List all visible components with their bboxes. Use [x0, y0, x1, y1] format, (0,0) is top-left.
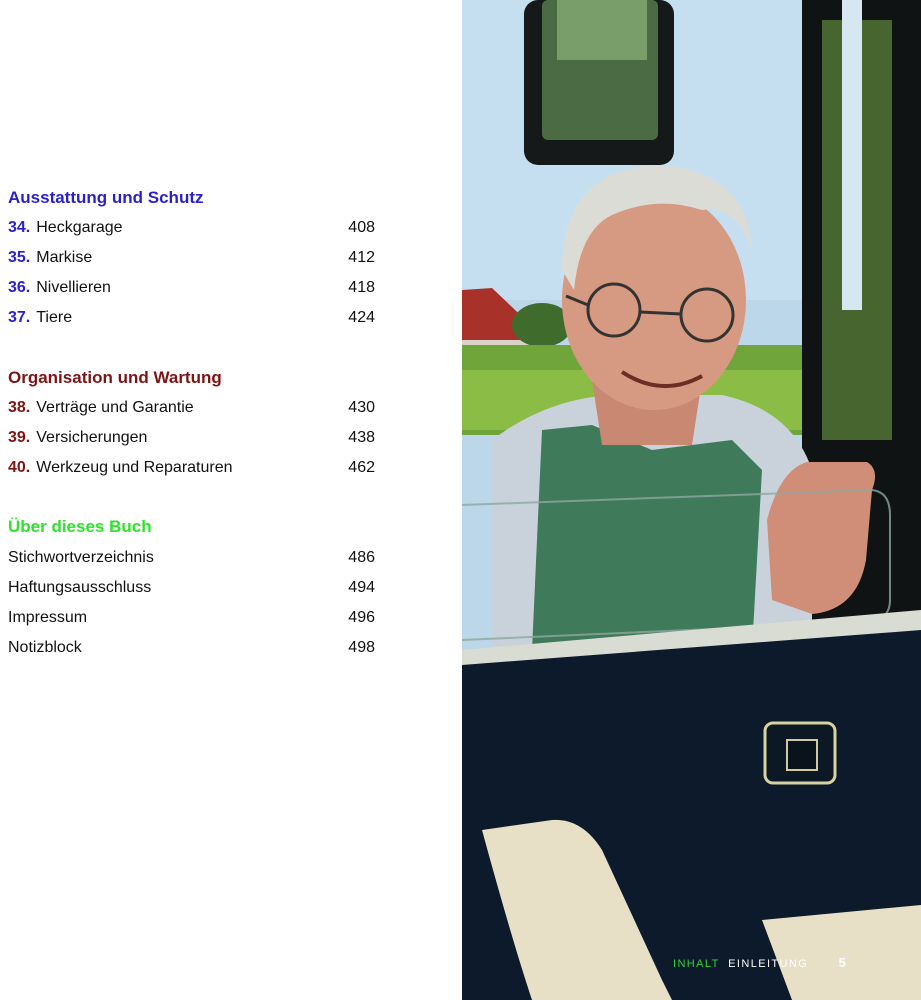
photo-man-in-camper-window: [462, 0, 921, 1000]
page-footer: [673, 955, 846, 970]
entry-number: 35.: [8, 249, 31, 266]
toc-entry[interactable]: [8, 399, 375, 421]
toc-entry[interactable]: [8, 219, 375, 241]
section-heading-ueber-dieses-buch: Über dieses Buch: [8, 517, 152, 536]
entry-page: 486: [348, 549, 375, 566]
toc-entry[interactable]: [8, 639, 375, 661]
section-heading-organisation: Organisation und Wartung: [8, 368, 222, 387]
entry-number: 34.: [8, 219, 31, 236]
entry-page: 494: [348, 579, 375, 596]
entry-page: 438: [348, 429, 375, 446]
entry-title: Heckgarage: [36, 219, 123, 236]
footer-section: INHALT: [673, 958, 720, 970]
entry-number: 40.: [8, 459, 31, 476]
footer-chapter: EINLEITUNG: [728, 958, 809, 970]
entry-page: 408: [348, 219, 375, 236]
entry-title: Nivellieren: [36, 279, 111, 296]
entry-title: Markise: [36, 249, 93, 266]
entry-number: 36.: [8, 279, 31, 296]
entry-title: Tiere: [36, 309, 73, 326]
section-heading-ausstattung: Ausstattung und Schutz: [8, 188, 204, 207]
entry-title: Verträge und Garantie: [36, 399, 194, 416]
toc-entry[interactable]: [8, 309, 375, 331]
entry-title: Haftungsausschluss: [8, 579, 152, 596]
entry-page: 430: [348, 399, 375, 416]
toc-entry[interactable]: [8, 249, 375, 271]
entry-title: Impressum: [8, 609, 88, 626]
entry-title: Notizblock: [8, 639, 82, 656]
toc-entry[interactable]: [8, 279, 375, 301]
toc-entry[interactable]: [8, 579, 375, 601]
toc-entry[interactable]: [8, 459, 375, 481]
entry-title: Stichwortverzeichnis: [8, 549, 154, 566]
entry-page: 496: [348, 609, 375, 626]
entry-page: 424: [348, 309, 375, 326]
entry-page: 412: [348, 249, 375, 266]
entry-number: 38.: [8, 399, 31, 416]
entry-title: Versicherungen: [36, 429, 148, 446]
page-number: 5: [838, 955, 846, 970]
entry-page: 462: [348, 459, 375, 476]
entry-page: 498: [348, 639, 375, 656]
entry-number: 39.: [8, 429, 31, 446]
toc-entry[interactable]: [8, 429, 375, 451]
toc-entry[interactable]: [8, 609, 375, 631]
toc-entry[interactable]: [8, 549, 375, 571]
entry-page: 418: [348, 279, 375, 296]
entry-number: 37.: [8, 309, 31, 326]
entry-title: Werkzeug und Reparaturen: [36, 459, 233, 476]
photo-illustration: [462, 0, 921, 1000]
